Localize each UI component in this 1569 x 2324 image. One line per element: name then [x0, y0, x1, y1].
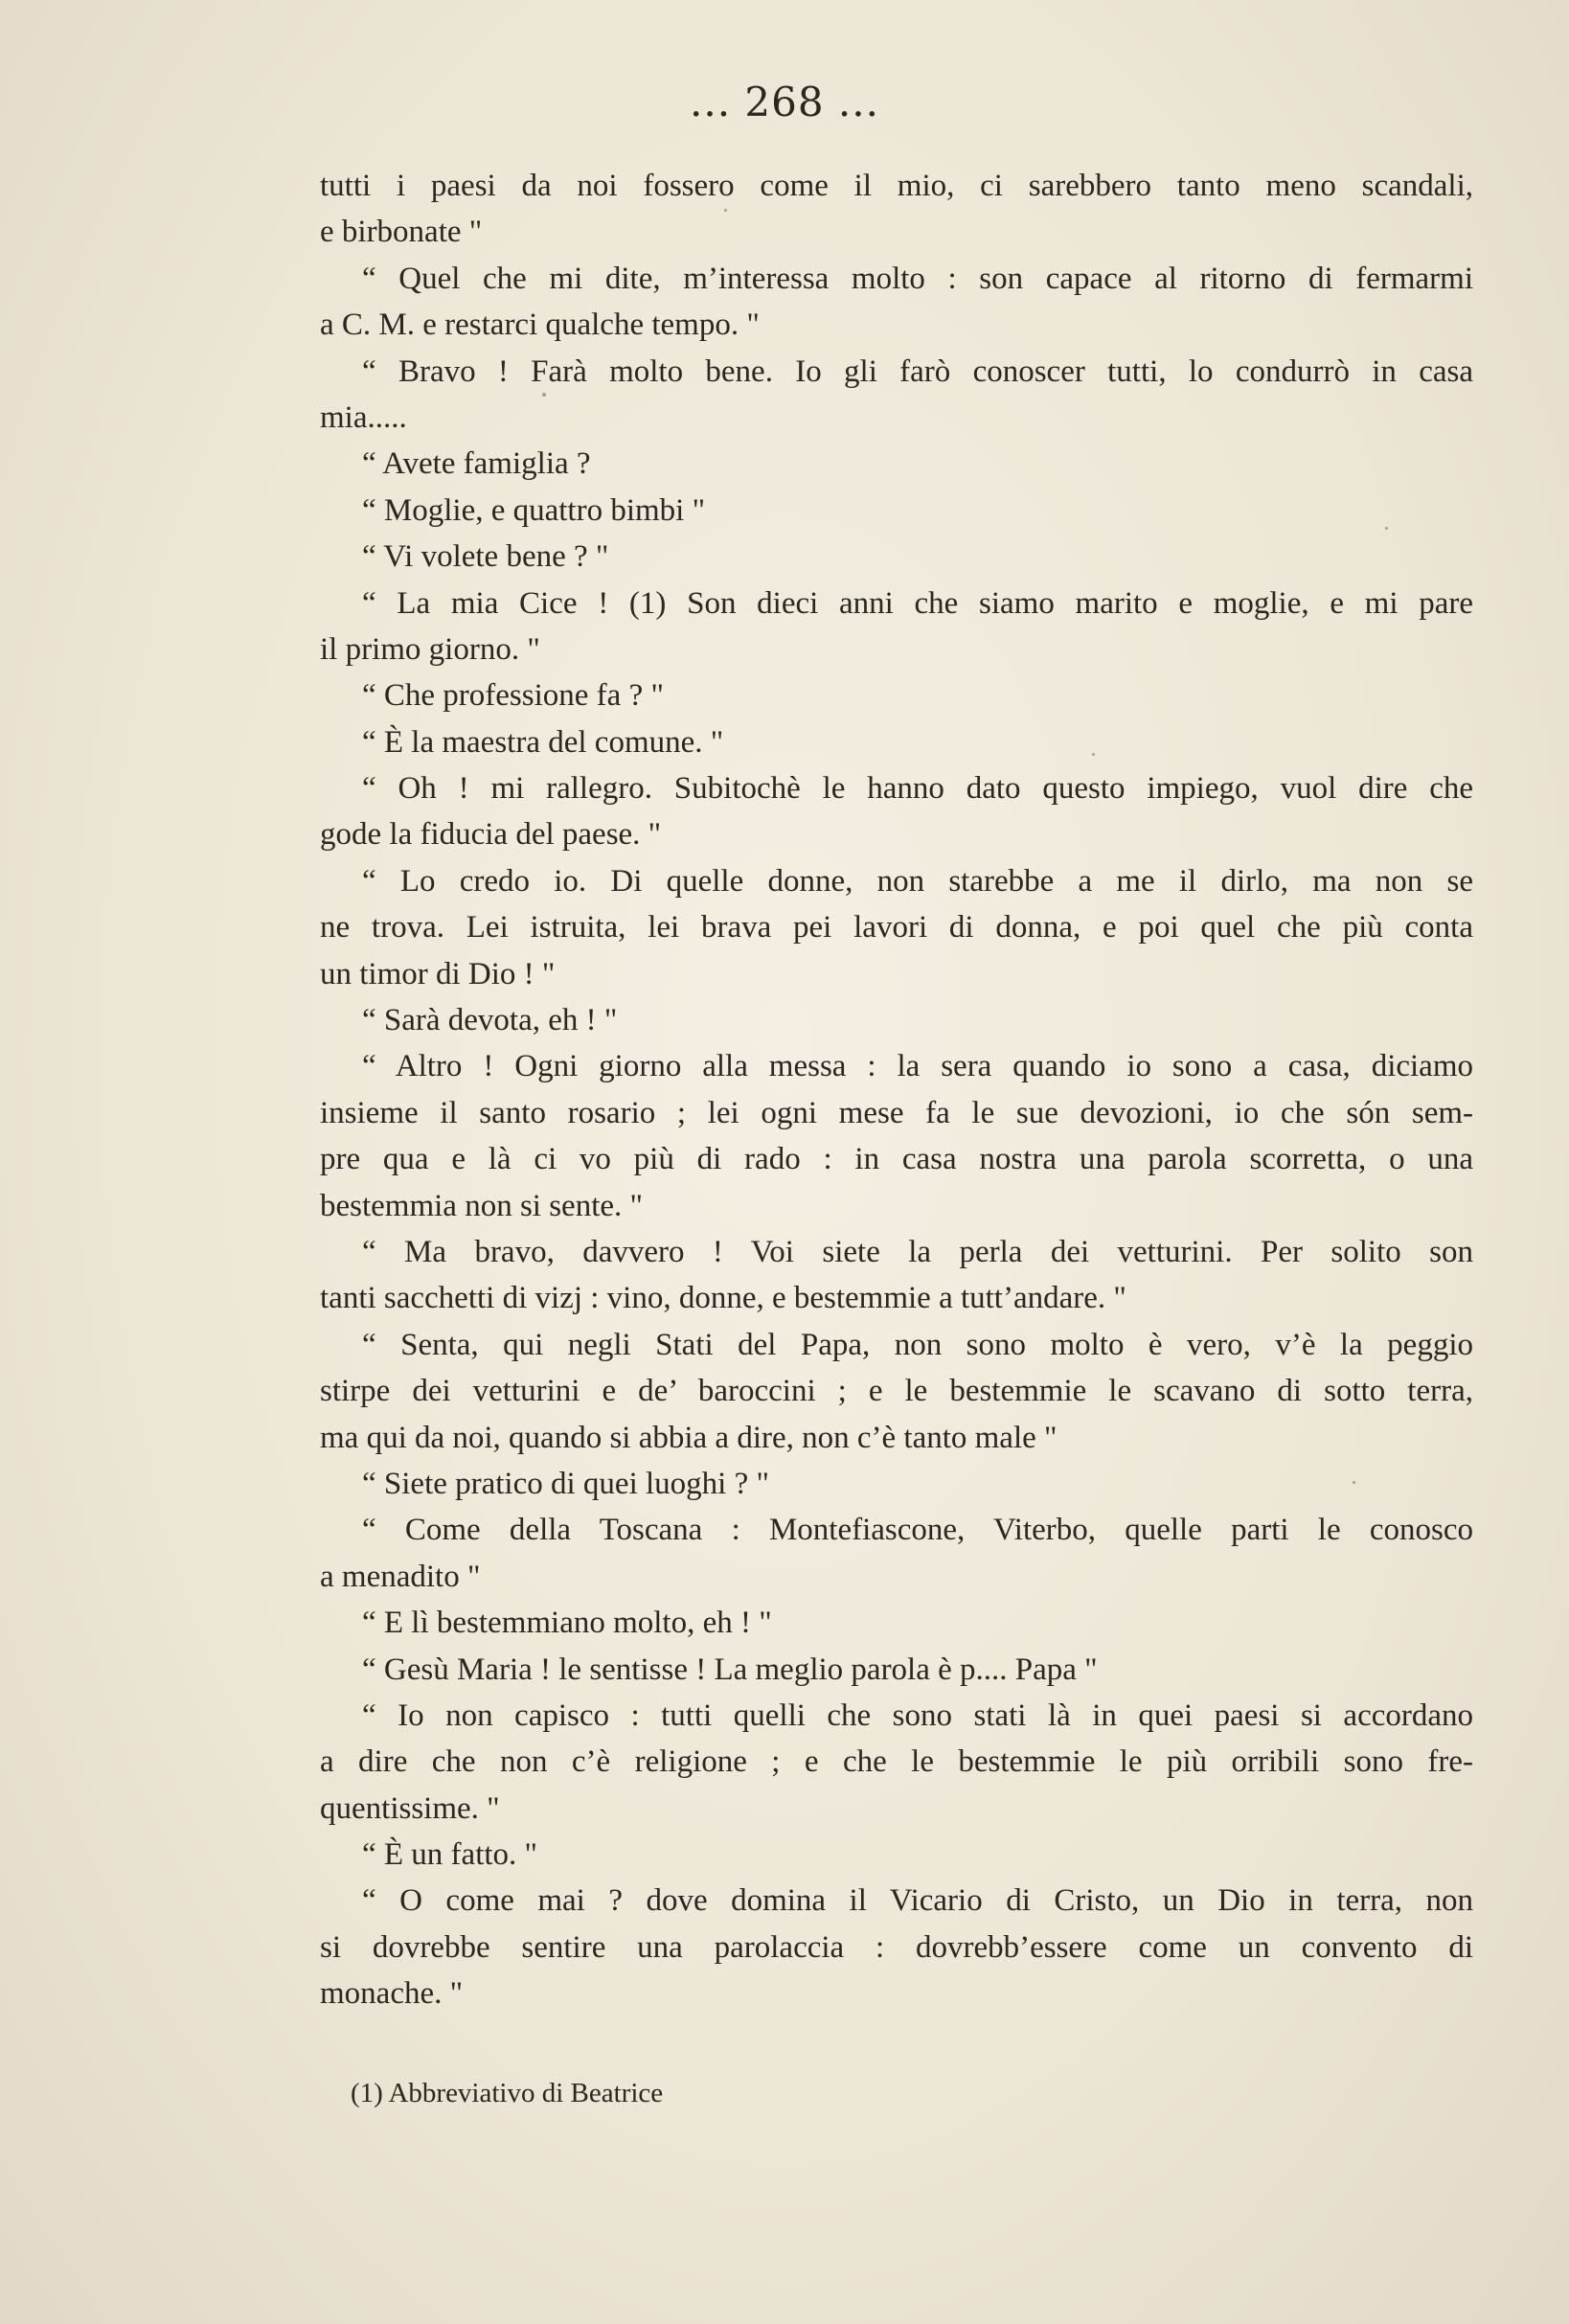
page-number: ... 268 ... — [690, 79, 879, 125]
text-line: “ È un fatto. " — [362, 1837, 537, 1873]
text-line: “ La mia Cice ! (1) Son dieci anni che siamo marito e moglie, e mi pare — [362, 585, 1473, 621]
paper-speck — [1385, 527, 1388, 530]
text-line: insieme il santo rosario ; lei ogni mese fa le sue devozioni, io che són sem- — [320, 1095, 1473, 1130]
paper-speck — [1092, 753, 1095, 756]
text-line: tanti sacchetti di vizj : vino, donne, e bestemmie a tutt’andare. " — [320, 1281, 1126, 1316]
text-line: ma qui da noi, quando si abbia a dire, non c’è tanto male " — [320, 1420, 1057, 1455]
text-line: quentissime. " — [320, 1790, 500, 1826]
text-line: “ Siete pratico di quei luoghi ? " — [362, 1466, 769, 1501]
text-line: stirpe dei vetturini e de’ baroccini ; e le bestemmie le scavano di sotto terra, — [320, 1374, 1473, 1409]
text-line: “ O come mai ? dove domina il Vicario di Cristo, un Dio in terra, non — [362, 1883, 1473, 1919]
text-line: mia..... — [320, 399, 407, 435]
text-line: “ Oh ! mi rallegro. Subitochè le hanno dato questo impiego, vuol dire che — [362, 771, 1473, 807]
text-line: pre qua e là ci vo più di rado : in casa nostra una parola scorretta, o una — [320, 1142, 1473, 1177]
text-line: “ Altro ! Ogni giorno alla messa : la sera quando io sono a casa, diciamo — [362, 1049, 1473, 1084]
text-line: “ Gesù Maria ! le sentisse ! La meglio parola è p.... Papa " — [362, 1652, 1098, 1687]
text-line: gode la fiducia del paese. " — [320, 817, 662, 853]
text-line: “ Sarà devota, eh ! " — [362, 1003, 618, 1038]
text-line: e birbonate " — [320, 215, 483, 250]
text-line: tutti i paesi da noi fossero come il mio, ci sarebbero tanto meno scandali, — [320, 169, 1473, 203]
text-line: “ Che professione fa ? " — [362, 678, 664, 714]
paper-speck — [542, 393, 546, 397]
text-line: un timor di Dio ! " — [320, 956, 556, 991]
text-line: a C. M. e restarci qualche tempo. " — [320, 308, 760, 343]
text-line: “ Ma bravo, davvero ! Voi siete la perla dei vetturini. Per solito son — [362, 1234, 1473, 1269]
footnote: (1) Abbreviativo di Beatrice — [351, 2078, 664, 2108]
text-line: “ Io non capisco : tutti quelli che sono stati là in quei paesi si accordano — [362, 1697, 1473, 1733]
text-line: “ Lo credo io. Di quelle donne, non starebbe a me il dirlo, ma non se — [362, 863, 1473, 899]
paper-speck — [724, 209, 727, 212]
text-line: “ Bravo ! Farà molto bene. Io gli farò conoscer tutti, lo condurrò in casa — [362, 353, 1473, 389]
text-line: “ Vi volete bene ? " — [362, 539, 609, 575]
text-line: il primo giorno. " — [320, 631, 540, 667]
text-line: “ Moglie, e quattro bimbi " — [362, 492, 706, 528]
text-line: monache. " — [320, 1976, 464, 2012]
text-line: “ È la maestra del comune. " — [362, 724, 724, 760]
text-line: “ Come della Toscana : Montefiascone, Viterbo, quelle parti le conosco — [362, 1513, 1473, 1548]
text-line: si dovrebbe sentire una parolaccia : dovrebb’essere come un convento di — [320, 1929, 1473, 1965]
text-line: ne trova. Lei istruita, lei brava pei lavori di donna, e poi quel che più conta — [320, 910, 1473, 946]
text-line: a dire che non c’è religione ; e che le bestemmie le più orribili sono fre- — [320, 1744, 1473, 1780]
text-line: bestemmia non si sente. " — [320, 1188, 643, 1223]
text-line: “ E lì bestemmiano molto, eh ! " — [362, 1606, 772, 1641]
text-line: a menadito " — [320, 1559, 481, 1594]
text-line: “ Quel che mi dite, m’interessa molto : son capace al ritorno di fermarmi — [362, 261, 1473, 296]
paper-speck — [1353, 1481, 1355, 1484]
body-text — [320, 163, 1473, 2017]
text-line: “ Senta, qui negli Stati del Papa, non sono molto è vero, v’è la peggio — [362, 1327, 1473, 1362]
text-line: “ Avete famiglia ? — [362, 446, 591, 482]
